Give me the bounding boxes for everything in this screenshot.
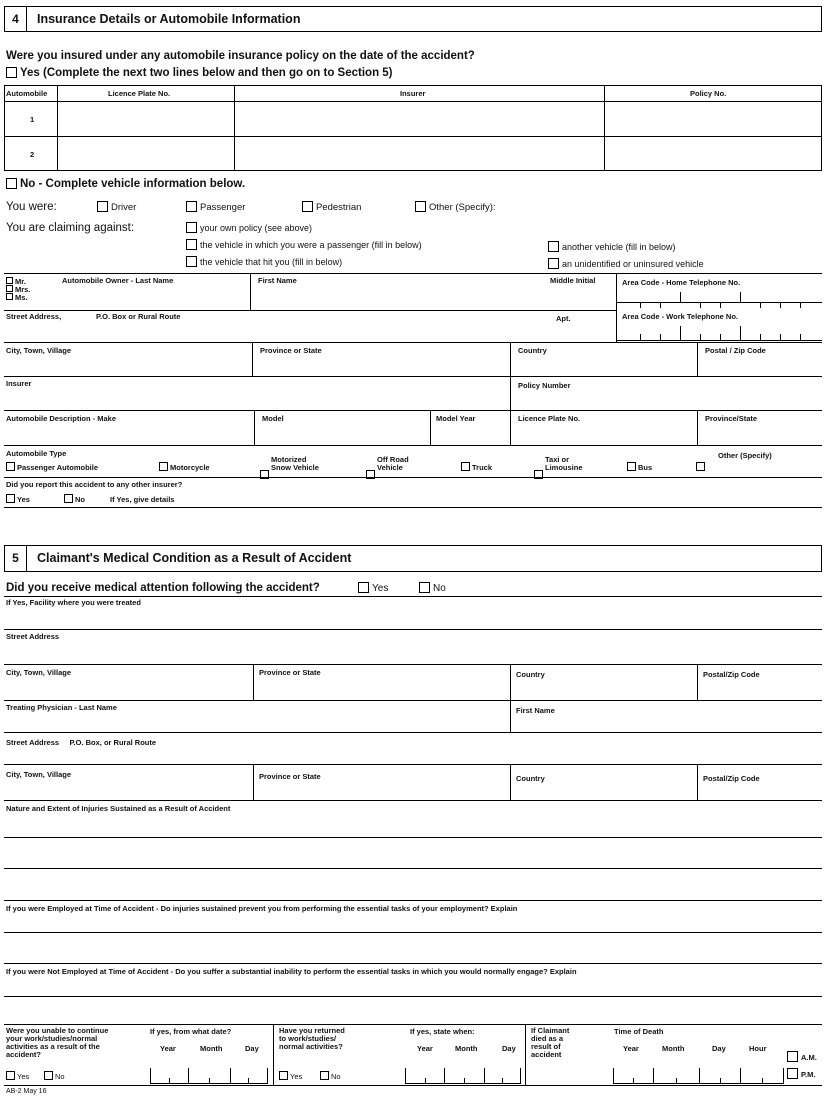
day-label: Day [245,1044,259,1053]
option-label: Yes [290,1072,303,1081]
question-line: your work/studies/normal [6,1034,98,1043]
question-line: activities as a result of the [6,1042,100,1051]
option-label: another vehicle (fill in below) [562,242,676,252]
checkbox[interactable] [186,201,197,212]
unable-yes[interactable] [6,1071,29,1081]
medical-question [6,582,320,594]
section-5-header [4,545,822,572]
street-po-label: Street Address P.O. Box, or Rural Route [6,738,157,747]
year-label: Year [623,1044,639,1053]
claim-unidentified-vehicle[interactable] [548,258,704,269]
option-label: Motorized [271,455,307,464]
option-label: Yes [17,1072,30,1081]
day-label: Day [502,1044,516,1053]
country-label: Country [516,670,545,679]
section-title: Claimant's Medical Condition as a Result of Accident [37,551,352,565]
option-label: the vehicle that hit you (fill in below) [200,257,343,267]
year-label: Year [417,1044,433,1053]
province-label: Province or State [259,772,321,781]
home-phone-label: Area Code - Home Telephone No. [622,278,741,287]
question-line: accident? [6,1050,42,1059]
province-state-label: Province/State [705,414,758,423]
option-label: Taxi or [545,455,570,464]
option-label: Other (Specify): [429,202,496,213]
facility-label: If Yes, Facility where you were treated [6,598,141,607]
po-box-label: P.O. Box or Rural Route [96,312,181,321]
checkbox[interactable] [6,462,15,471]
checkbox[interactable] [6,277,13,284]
from-date-label: If yes, from what date? [150,1027,232,1036]
question-line: to work/studies/ [279,1034,337,1043]
report-yes[interactable] [6,494,30,504]
question-line: result of [531,1042,561,1051]
checkbox[interactable] [787,1051,798,1062]
claim-passenger-vehicle[interactable] [186,239,422,250]
injuries-label: Nature and Extent of Injuries Sustained as a Result of Accident [6,804,231,813]
month-label: Month [662,1044,685,1053]
month-label: Month [455,1044,478,1053]
option-label: Mr. [15,277,26,286]
option-label: Driver [111,202,137,213]
option-label: No [433,583,446,594]
pm-option[interactable] [787,1068,815,1079]
checkbox[interactable] [461,462,470,471]
option-passenger[interactable] [186,201,245,213]
make-label: Automobile Description - Make [6,414,117,423]
insurer-label: Insurer [6,379,32,388]
claim-another-vehicle[interactable] [548,241,676,252]
section-4-header [4,6,822,32]
postal-label: Postal / Zip Code [705,346,766,355]
unable-no[interactable] [44,1071,65,1081]
checkbox[interactable] [358,582,369,593]
option-label: A.M. [801,1053,817,1062]
checkbox[interactable] [279,1071,288,1080]
checkbox[interactable] [320,1071,329,1080]
auto-type-label: Automobile Type [6,449,67,458]
claiming-label: You are claiming against: [6,222,135,234]
section-title: Insurance Details or Automobile Information [37,12,301,26]
checkbox[interactable] [627,462,636,471]
checkbox[interactable] [415,201,426,212]
work-phone-label: Area Code - Work Telephone No. [622,312,738,321]
checkbox[interactable] [186,239,197,250]
option-label: No [75,495,85,504]
city-label: City, Town, Village [6,770,72,779]
checkbox[interactable] [64,494,73,503]
country-label: Country [518,346,547,355]
question-line: normal activities? [279,1042,343,1051]
option-label: your own policy (see above) [200,223,313,233]
state-when-label: If yes, state when: [410,1027,475,1036]
licence-plate-label: Licence Plate No. [518,414,581,423]
checkbox[interactable] [548,258,559,269]
option-label: Yes (Complete the next two lines below and then go on to Section 5) [20,67,393,79]
option-label: the vehicle in which you were a passenger (fill in below) [200,240,422,250]
model-label: Model [262,414,284,423]
insured-question: Were you insured under any automobile insurance policy on the date of the accident? [6,50,475,62]
section-number: 5 [5,546,27,571]
row-number: 1 [30,115,35,124]
checkbox[interactable] [44,1071,53,1080]
medical-yes[interactable] [358,582,388,594]
returned-question [279,1027,345,1051]
option-label: No [331,1072,341,1081]
insured-yes-option[interactable] [6,67,393,79]
type-truck[interactable] [461,462,492,472]
hour-label: Hour [749,1044,767,1053]
died-question [531,1027,569,1059]
city-label: City, Town, Village [6,668,72,677]
question-text: Did you receive medical attention following the accident? [6,582,320,594]
checkbox[interactable] [6,1071,15,1080]
option-label: No [55,1072,65,1081]
type-bus[interactable] [627,462,652,472]
form-footer-code: AB-2 May 16 [6,1088,47,1095]
option-label: Bus [638,463,653,472]
employed-question: If you were Employed at Time of Accident - Do injuries sustained prevent you from performing the essential tasks of your employment? Explain [6,904,518,913]
postal-label: Postal/Zip Code [703,774,760,783]
year-label: Year [160,1044,176,1053]
physician-first-name-label: First Name [516,706,555,715]
other-specify-label: Other (Specify) [718,451,772,460]
question-line: Have you returned [279,1026,345,1035]
option-label: No - Complete vehicle information below. [20,178,246,190]
option-driver[interactable] [97,201,136,213]
apt-label: Apt. [556,314,571,323]
checkbox[interactable] [6,293,13,300]
checkbox[interactable] [548,241,559,252]
province-label: Province or State [259,668,321,677]
option-label: Snow Vehicle [271,463,319,472]
section-number: 4 [5,7,27,31]
report-question: Did you report this accident to any other insurer? [6,480,183,489]
checkbox[interactable] [159,462,168,471]
type-taxi[interactable] [534,456,583,479]
province-label: Province or State [260,346,322,355]
row-number: 2 [30,150,35,159]
day-label: Day [712,1044,726,1053]
checkbox[interactable] [787,1068,798,1079]
insured-no-option[interactable] [6,178,245,190]
checkbox[interactable] [186,222,197,233]
am-option[interactable] [787,1051,817,1062]
checkbox[interactable] [6,178,17,189]
option-label: an unidentified or uninsured vehicle [562,259,704,269]
question-line: Were you unable to continue [6,1026,109,1035]
question-line: If Claimant [531,1026,570,1035]
option-label: Off Road [377,455,409,464]
returned-no[interactable] [320,1071,341,1081]
question-line: accident [531,1050,562,1059]
claim-vehicle-hit-you[interactable] [186,256,342,267]
physician-last-name-label: Treating Physician - Last Name [6,703,117,712]
option-other[interactable] [415,201,496,213]
type-snow-vehicle[interactable] [260,456,319,479]
type-other[interactable] [696,462,707,472]
you-were-label: You were: [6,201,57,213]
col-policy-no: Policy No. [690,89,727,98]
question-line: died as a [531,1034,564,1043]
checkbox[interactable] [302,201,313,212]
model-year-label: Model Year [436,414,476,423]
policy-number-label: Policy Number [518,381,571,390]
type-passenger[interactable] [6,462,98,472]
title-ms[interactable] [6,293,28,302]
street-address-label: Street Address, [6,312,62,321]
option-label: Ms. [15,293,28,302]
checkbox[interactable] [6,67,17,78]
checkbox[interactable] [97,201,108,212]
option-label: P.M. [801,1070,816,1079]
unable-question [6,1027,108,1059]
option-label: Limousine [545,463,583,472]
country-label: Country [516,774,545,783]
returned-yes[interactable] [279,1071,302,1081]
option-label: Yes [372,583,389,594]
option-label: Passenger Automobile [17,463,98,472]
first-name-label: First Name [258,276,297,285]
postal-label: Postal/Zip Code [703,670,760,679]
col-automobile: Automobile [6,89,48,98]
checkbox[interactable] [419,582,430,593]
report-details-label: If Yes, give details [110,495,175,504]
option-label: Vehicle [377,463,403,472]
option-label: Pedestrian [316,202,362,213]
checkbox[interactable] [6,494,15,503]
option-label: Passenger [200,202,246,213]
col-licence-plate: Licence Plate No. [108,89,171,98]
col-insurer: Insurer [400,89,426,98]
street-address-label: Street Address [6,632,60,641]
claim-own-policy[interactable] [186,222,312,233]
not-employed-question: If you were Not Employed at Time of Accident - Do you suffer a substantial inability to perform the essential tasks in which you would normally engage? Explain [6,967,577,976]
middle-initial-label: Middle Initial [550,276,596,285]
month-label: Month [200,1044,223,1053]
medical-no[interactable] [419,582,446,594]
checkbox[interactable] [186,256,197,267]
option-label: Yes [17,495,30,504]
type-motorcycle[interactable] [159,462,210,472]
option-label: Motorcycle [170,463,210,472]
city-label: City, Town, Village [6,346,72,355]
option-pedestrian[interactable] [302,201,361,213]
type-off-road[interactable] [366,456,409,479]
owner-last-name-label: Automobile Owner - Last Name [62,276,174,285]
option-label: Mrs. [15,285,31,294]
option-label: Truck [472,463,493,472]
report-no[interactable] [64,494,85,504]
checkbox[interactable] [6,285,13,292]
checkbox[interactable] [696,462,705,471]
time-of-death-label: Time of Death [614,1027,664,1036]
